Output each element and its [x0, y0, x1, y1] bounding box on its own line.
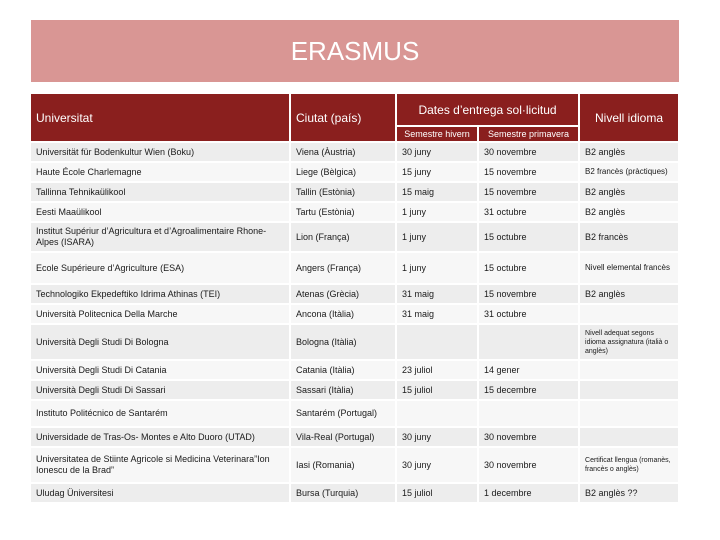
cell-city: Angers (França) — [290, 252, 396, 284]
cell-city: Lion (França) — [290, 222, 396, 252]
cell-language — [579, 380, 679, 400]
cell-semester-winter: 1 juny — [396, 202, 478, 222]
table-row — [31, 182, 679, 202]
cell-semester-winter: 30 juny — [396, 447, 478, 483]
cell-university: Instituto Politécnico de Santarém — [31, 400, 290, 427]
cell-semester-winter — [396, 324, 478, 360]
header-semester-spring: Semestre primavera — [478, 126, 579, 142]
cell-semester-spring: 15 octubre — [478, 222, 579, 252]
table-row — [31, 483, 679, 503]
header-language: Nivell idioma — [579, 94, 679, 142]
cell-language: B2 francès (pràctiques) — [579, 162, 679, 182]
cell-university: Technologiko Ekpedeftiko Idrima Athinas (TEI) — [31, 284, 290, 304]
table-row — [31, 284, 679, 304]
table-row — [31, 202, 679, 222]
cell-semester-spring: 14 gener — [478, 360, 579, 380]
cell-university: Università Degli Studi Di Bologna — [31, 324, 290, 360]
cell-language: B2 anglès — [579, 284, 679, 304]
cell-language: B2 anglès — [579, 202, 679, 222]
cell-city: Tallin (Estònia) — [290, 182, 396, 202]
table-row — [31, 252, 679, 284]
cell-semester-winter: 1 juny — [396, 252, 478, 284]
cell-city: Catania (Itàlia) — [290, 360, 396, 380]
cell-semester-winter: 23 juliol — [396, 360, 478, 380]
cell-city: Ancona (Itàlia) — [290, 304, 396, 324]
erasmus-table — [31, 94, 680, 504]
table-row — [31, 400, 679, 427]
cell-semester-winter: 15 maig — [396, 182, 478, 202]
table-row — [31, 380, 679, 400]
cell-semester-spring — [478, 400, 579, 427]
cell-language: B2 anglès — [579, 142, 679, 162]
cell-semester-spring: 30 novembre — [478, 447, 579, 483]
cell-semester-winter: 1 juny — [396, 222, 478, 252]
cell-language: Certificat llengua (romanès, francès o anglès) — [579, 447, 679, 483]
cell-semester-winter: 30 juny — [396, 427, 478, 447]
cell-city: Bologna (Itàlia) — [290, 324, 396, 360]
cell-semester-winter: 31 maig — [396, 304, 478, 324]
header-dates: Dates d’entrega sol·licitud — [396, 94, 579, 126]
cell-semester-spring: 30 novembre — [478, 427, 579, 447]
cell-semester-winter — [396, 400, 478, 427]
cell-language — [579, 360, 679, 380]
cell-university: Uludag Üniversitesi — [31, 483, 290, 503]
header-university: Universitat — [31, 94, 290, 142]
cell-university: Università Degli Studi Di Sassari — [31, 380, 290, 400]
cell-semester-winter: 15 juliol — [396, 483, 478, 503]
title-banner — [31, 20, 679, 82]
cell-language — [579, 427, 679, 447]
cell-city: Liege (Bèlgica) — [290, 162, 396, 182]
table-row — [31, 447, 679, 483]
cell-language — [579, 304, 679, 324]
table-row — [31, 142, 679, 162]
cell-semester-spring: 15 novembre — [478, 162, 579, 182]
cell-university: Tallinna Tehnikaülikool — [31, 182, 290, 202]
cell-language: B2 anglès — [579, 182, 679, 202]
cell-semester-winter: 31 maig — [396, 284, 478, 304]
cell-semester-spring: 15 decembre — [478, 380, 579, 400]
cell-semester-spring: 1 decembre — [478, 483, 579, 503]
page-title: ERASMUS — [290, 35, 420, 66]
cell-semester-winter: 15 juny — [396, 162, 478, 182]
cell-university: Universitatea de Stiinte Agricole si Medicina Veterinara”Ion Ionescu de la Brad” — [31, 447, 290, 483]
cell-language: Nivell elemental francès — [579, 252, 679, 284]
cell-language: B2 francès — [579, 222, 679, 252]
cell-city: Tartu (Estònia) — [290, 202, 396, 222]
cell-university: Universidade de Tras-Os- Montes e Alto Duoro (UTAD) — [31, 427, 290, 447]
cell-semester-winter: 30 juny — [396, 142, 478, 162]
cell-language: Nivell adequat segons idioma assignatura (italià o anglès) — [579, 324, 679, 360]
cell-university: Università Politecnica Della Marche — [31, 304, 290, 324]
table-body — [31, 142, 679, 503]
table-row — [31, 162, 679, 182]
cell-semester-spring: 31 octubre — [478, 202, 579, 222]
cell-language: B2 anglès ?? — [579, 483, 679, 503]
cell-semester-winter: 15 juliol — [396, 380, 478, 400]
cell-city: Sassari (Itàlia) — [290, 380, 396, 400]
cell-university: Universität für Bodenkultur Wien (Boku) — [31, 142, 290, 162]
cell-university: Università Degli Studi Di Catania — [31, 360, 290, 380]
cell-university: Institut Supériur d’Agricultura et d’Agroalimentaire Rhone-Alpes (ISARA) — [31, 222, 290, 252]
header-semester-winter: Semestre hivern — [396, 126, 478, 142]
table-row — [31, 427, 679, 447]
cell-city: Santarém (Portugal) — [290, 400, 396, 427]
cell-semester-spring: 15 novembre — [478, 182, 579, 202]
cell-semester-spring: 31 octubre — [478, 304, 579, 324]
cell-university: Ecole Supérieure d’Agriculture (ESA) — [31, 252, 290, 284]
table-row — [31, 222, 679, 252]
header-city: Ciutat (país) — [290, 94, 396, 142]
cell-semester-spring: 15 octubre — [478, 252, 579, 284]
cell-semester-spring: 15 novembre — [478, 284, 579, 304]
cell-city: Vila-Real (Portugal) — [290, 427, 396, 447]
cell-semester-spring: 30 novembre — [478, 142, 579, 162]
cell-semester-spring — [478, 324, 579, 360]
cell-city: Atenas (Grècia) — [290, 284, 396, 304]
cell-language — [579, 400, 679, 427]
table-row — [31, 304, 679, 324]
cell-city: Viena (Àustria) — [290, 142, 396, 162]
table-row — [31, 360, 679, 380]
table-row — [31, 324, 679, 360]
cell-city: Iasi (Romania) — [290, 447, 396, 483]
cell-city: Bursa (Turquia) — [290, 483, 396, 503]
cell-university: Haute École Charlemagne — [31, 162, 290, 182]
cell-university: Eesti Maaülikool — [31, 202, 290, 222]
